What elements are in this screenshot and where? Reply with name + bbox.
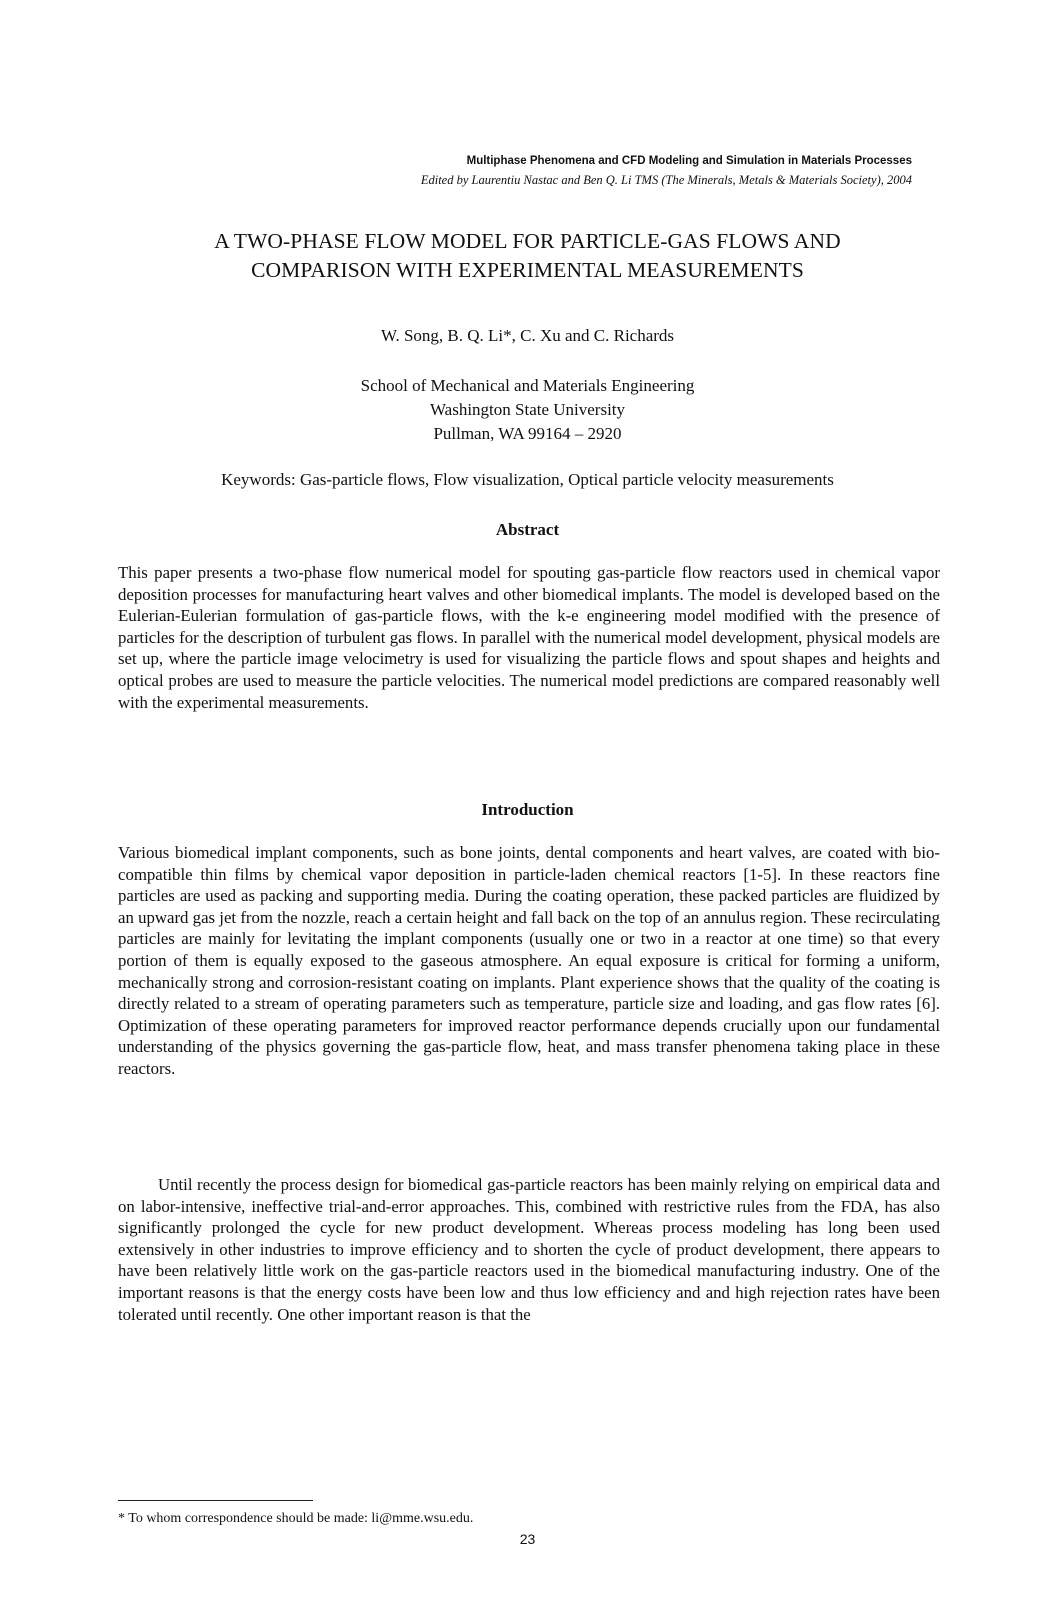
paper-title-line1: A TWO-PHASE FLOW MODEL FOR PARTICLE-GAS FLOWS AND: [214, 229, 841, 253]
footnote: * To whom correspondence should be made: li@mme.wsu.edu.: [118, 1511, 474, 1526]
affiliation-line3: Pullman, WA 99164 – 2920: [433, 424, 622, 443]
affiliation-line1: School of Mechanical and Materials Engineering: [360, 376, 695, 395]
introduction-heading: Introduction: [481, 800, 574, 819]
abstract-heading: Abstract: [495, 520, 560, 539]
paper-title-line2: COMPARISON WITH EXPERIMENTAL MEASUREMENTS: [251, 258, 804, 282]
footnote-divider: [118, 1500, 313, 1501]
series-title: Multiphase Phenomena and CFD Modeling and Simulation in Materials Processes: [466, 155, 912, 167]
affiliation-line2: Washington State University: [429, 400, 626, 419]
keywords: Keywords: Gas-particle flows, Flow visualization, Optical particle velocity measurements: [221, 470, 834, 489]
intro-paragraph-1: Various biomedical implant components, such as bone joints, dental components and heart valves, are coated with bio-compatible thin films by chemical vapor deposition in particle-laden chemical reactors [1-5]. In these reactors fine particles are used as packing and supporting media. During the coating operation, these packed particles are fluidized by an upward gas jet from the nozzle, reach a certain height and fall back on the top of an annulus region. These recirculating particles are mainly for levitating the implant components (usually one or two in a reactor at one time) so that every portion of them is equally exposed to the gaseous atmosphere. An equal exposure is critical for forming a uniform, mechanically strong and corrosion-resistant coating on implants. Plant experience shows that the quality of the coating is directly related to a stream of operating parameters such as temperature, particle size and loading, and gas flow rates [6]. Optimization of these operating parameters for improved reactor performance depends crucially upon our fundamental understanding of the physics governing the gas-particle flow, heat, and mass transfer phenomena taking place in these reactors.: [118, 843, 940, 1078]
paper-title: [0, 227, 1055, 285]
editors-line: Edited by Laurentiu Nastac and Ben Q. Li TMS (The Minerals, Metals & Materials Society), 2004: [420, 173, 912, 187]
abstract-text: This paper presents a two-phase flow numerical model for spouting gas-particle flow reactors used in chemical vapor deposition processes for manufacturing heart valves and other biomedical implants. The model is developed based on the Eulerian-Eulerian formulation of gas-particle flows, with the k-e engineering model modified with the presence of particles for the description of turbulent gas flows. In parallel with the numerical model development, physical models are set up, where the particle image velocimetry is used for visualizing the particle flows and spout shapes and heights and optical probes are used to measure the particle velocities. The numerical model predictions are compared reasonably well with the experimental measurements.: [118, 563, 940, 712]
intro-paragraph-2: Until recently the process design for biomedical gas-particle reactors has been mainly relying on empirical data and on labor-intensive, ineffective trial-and-error approaches. This, combined with restrictive rules from the FDA, has also significantly prolonged the cycle for new product development. Whereas process modeling has long been used extensively in other industries to improve efficiency and to shorten the cycle of product development, there appears to have been relatively little work on the gas-particle reactors used in the biomedical manufacturing industry. One of the important reasons is that the energy costs have been low and thus low efficiency and and high rejection rates have been tolerated until recently. One other important reason is that the: [118, 1175, 940, 1324]
affiliation: [0, 374, 1055, 446]
page-number: 23: [519, 1531, 536, 1547]
authors: W. Song, B. Q. Li*, C. Xu and C. Richards: [380, 326, 675, 345]
